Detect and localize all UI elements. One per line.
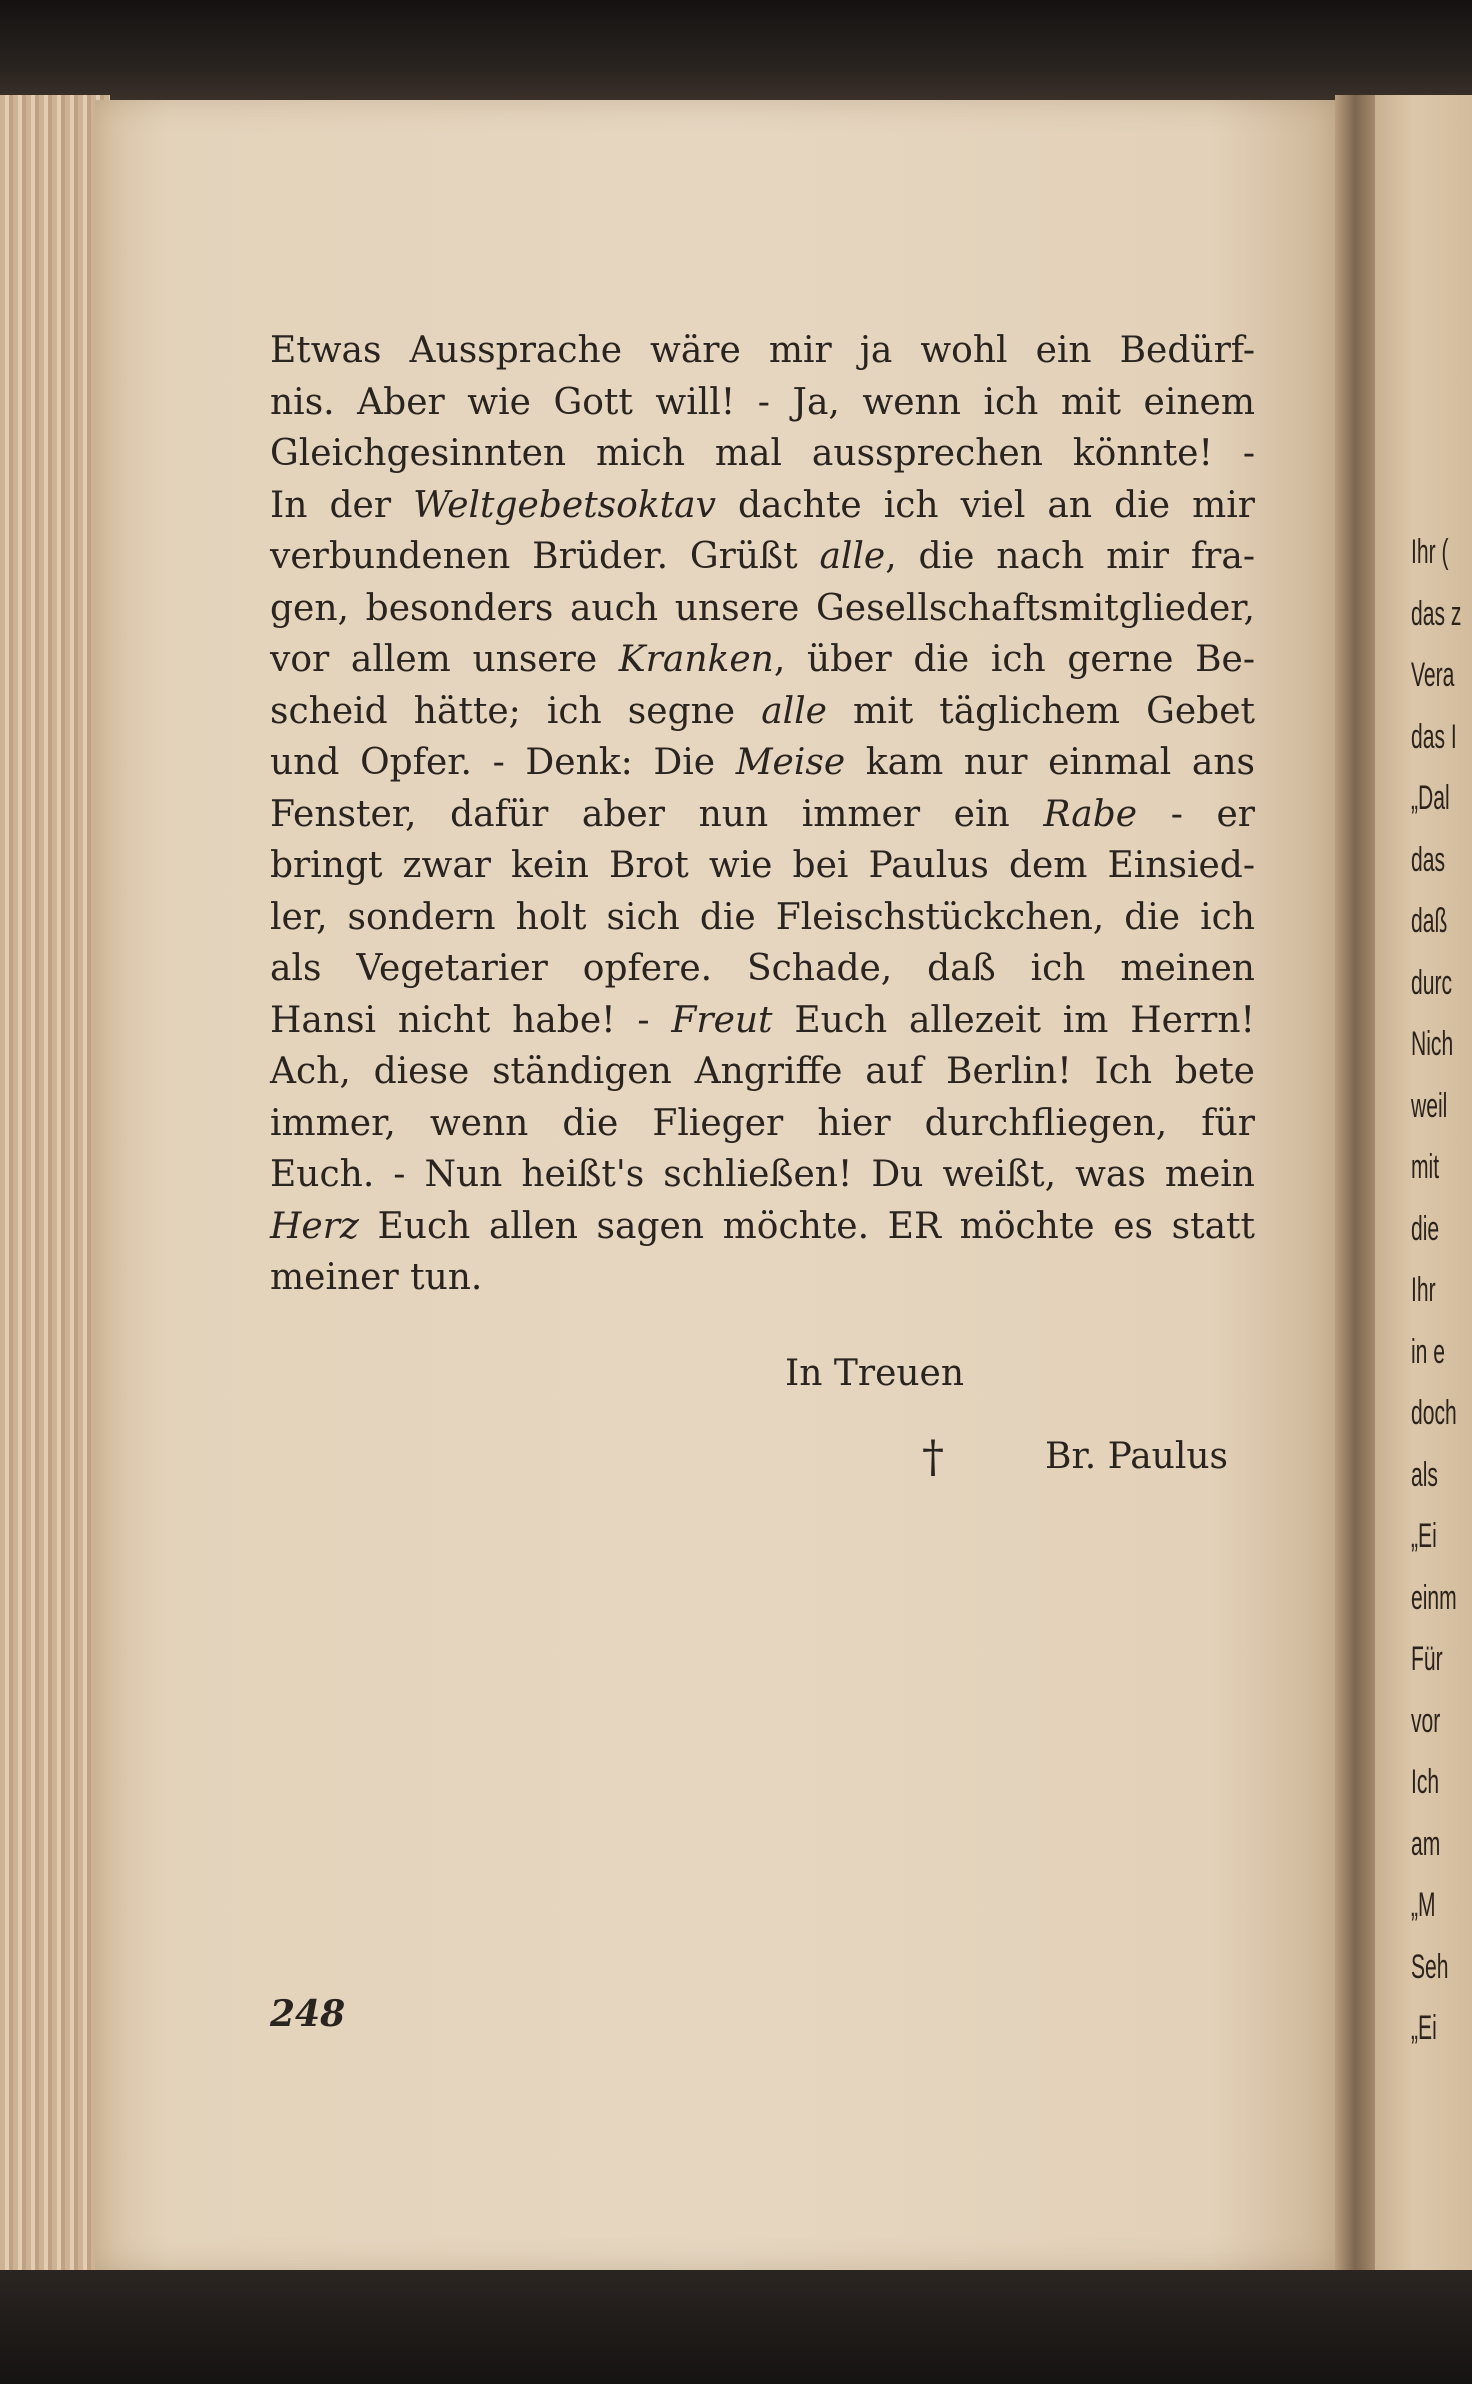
text-line: scheid hätte; ich segne alle mit täglichem Gebet [270, 690, 1255, 732]
page-stack-edge [0, 95, 110, 2275]
text-line: In der Weltgebetsoktav dachte ich viel an die mir [270, 484, 1255, 526]
text-line: Herz Euch allen sagen möchte. ER möchte es statt [270, 1205, 1255, 1247]
text-line: Gleichgesinnten mich mal aussprechen könnte! - [270, 433, 1255, 474]
facing-page-fragment: daß [1411, 902, 1448, 940]
facing-page-fragment: die [1411, 1209, 1440, 1248]
facing-page-fragment: „Ei [1411, 1517, 1437, 1555]
text-line: Etwas Aussprache wäre mir ja wohl ein Bedürf- [270, 330, 1255, 371]
facing-page-fragment: als [1411, 1455, 1438, 1494]
text-line: vor allem unsere Kranken, über die ich gerne Be- [270, 639, 1255, 680]
facing-page-fragment: Ihr ( [1411, 533, 1449, 571]
text-line: immer, wenn die Flieger hier durchfliegen, für [270, 1102, 1255, 1144]
text-line: Fenster, dafür aber nun immer ein Rabe - er [270, 793, 1255, 835]
signature: Br. Paulus [1045, 1436, 1229, 1477]
facing-page-fragment: das [1411, 840, 1445, 879]
facing-page-text [1411, 535, 1472, 2073]
closing-phrase: In Treuen [785, 1353, 965, 1394]
text-line: ler, sondern holt sich die Fleischstückchen, die ich [270, 896, 1255, 938]
right-page [1375, 95, 1472, 2275]
text-line: meiner tun. [270, 1257, 483, 1298]
facing-page-fragment: das z [1411, 594, 1462, 633]
facing-page-fragment: „M [1411, 1886, 1436, 1924]
text-line: Hansi nicht habe! - Freut Euch allezeit im Herrn! [270, 999, 1255, 1041]
facing-page-fragment: „Dal [1411, 779, 1450, 817]
facing-page-fragment: weil [1411, 1086, 1448, 1125]
facing-page-fragment: Vera [1411, 656, 1455, 694]
letter-body [270, 325, 1255, 1304]
book-gutter [1335, 95, 1375, 2275]
facing-page-fragment: Ich [1411, 1763, 1440, 1801]
facing-page-fragment: Für [1411, 1640, 1443, 1678]
facing-page-fragment: „Ei [1411, 2009, 1437, 2047]
book-top-edge [0, 0, 1472, 100]
text-line: bringt zwar kein Brot wie bei Paulus dem Einsied- [270, 845, 1255, 886]
facing-page-fragment: Nich [1411, 1025, 1454, 1063]
facing-page-fragment: einm [1411, 1578, 1457, 1617]
facing-page-fragment: doch [1411, 1394, 1457, 1432]
facing-page-fragment: Ihr [1411, 1271, 1436, 1309]
text-line: als Vegetarier opfere. Schade, daß ich meinen [270, 948, 1255, 989]
text-line: Euch. - Nun heißt's schließen! Du weißt, was mein [270, 1154, 1255, 1195]
facing-page-fragment: mit [1411, 1148, 1440, 1186]
text-line: Ach, diese ständigen Angriffe auf Berlin! Ich bete [270, 1051, 1255, 1092]
cross-icon: † [922, 1432, 944, 1483]
book-bottom-edge [0, 2270, 1472, 2384]
text-line: und Opfer. - Denk: Die Meise kam nur einmal ans [270, 742, 1255, 783]
text-line: gen, besonders auch unsere Gesellschaftsmitglieder, [270, 587, 1255, 629]
text-line: verbundenen Brüder. Grüßt alle, die nach mir fra- [270, 536, 1255, 577]
facing-page-fragment: durc [1411, 963, 1453, 1002]
text-line: nis. Aber wie Gott will! - Ja, wenn ich mit einem [270, 381, 1255, 423]
facing-page-fragment: in e [1411, 1332, 1445, 1371]
facing-page-fragment: das I [1411, 717, 1457, 756]
facing-page-fragment: Seh [1411, 1947, 1449, 1986]
page-number: 248 [270, 1993, 346, 2035]
facing-page-fragment: am [1411, 1824, 1441, 1863]
facing-page-fragment: vor [1411, 1701, 1441, 1740]
